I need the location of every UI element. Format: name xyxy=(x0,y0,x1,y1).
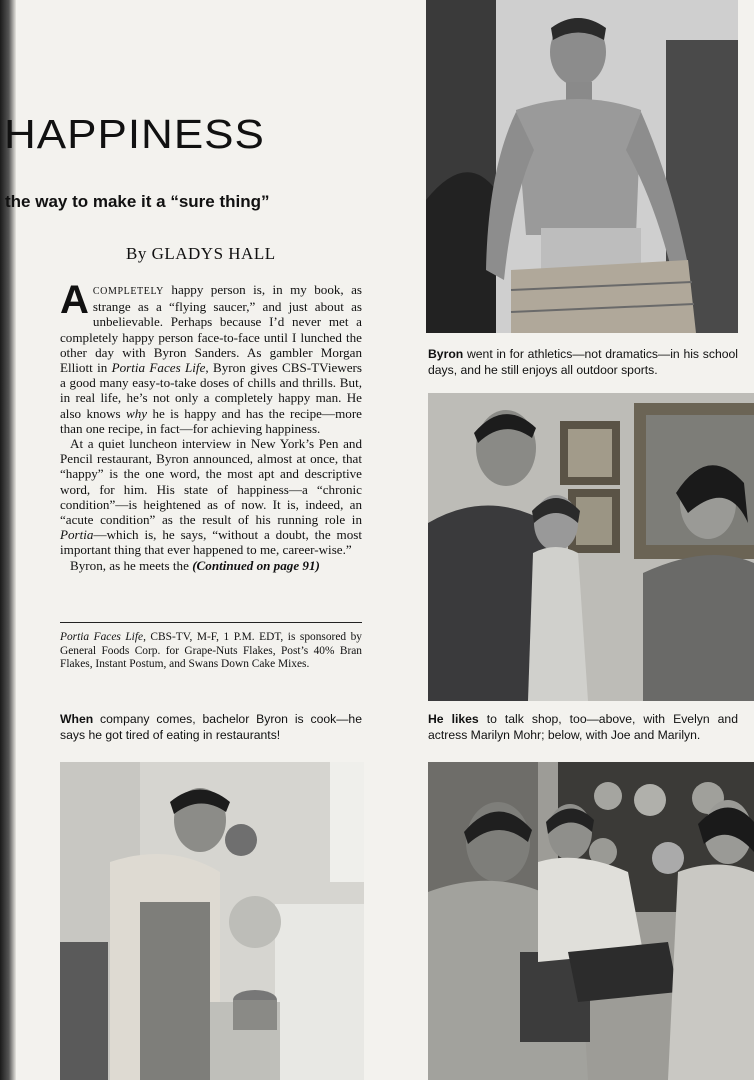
caption-talk-shop-text: to talk shop, too—above, with Evelyn and actress Marilyn Mohr; below, with Joe and Marilyn. xyxy=(428,712,738,742)
photo-talk-shop-gallery xyxy=(428,393,754,701)
paragraph-3-text: Byron, as he meets the xyxy=(70,557,193,573)
sponsor-divider xyxy=(60,622,362,623)
emphasis-why: why xyxy=(126,405,148,421)
article-paragraph-1 xyxy=(60,278,363,436)
caption-talk-shop xyxy=(428,711,738,743)
paragraph-2-end: —which is, he says, “without a doubt, the most important thing that ever happened to me, career-wise.” xyxy=(60,527,362,558)
article-paragraph-2 xyxy=(60,436,362,558)
sponsor-note xyxy=(60,631,362,672)
drop-cap: A xyxy=(60,278,89,322)
caption-athlete-text: went in for athletics—not dramatics—in his school days, and he still enjoys all outdoor sports. xyxy=(428,347,738,377)
photo-cooking xyxy=(60,762,364,1080)
sponsor-text: , CBS-TV, M-F, 1 P.M. EDT, is sponsored by General Foods Corp. for Grape-Nuts Flakes, Post’s 40% Bran Flakes, Instant Postum, and Swans Down Cake Mixes. xyxy=(60,631,362,670)
article-subhead: the way to make it a “sure thing” xyxy=(5,192,270,211)
show-title: Portia Faces Life xyxy=(111,360,206,376)
paragraph-1-text: happy person is, in my book, as strange as a “flying saucer,” and just about as unbelievable. Perhaps because I’d never met a completely happy person face-to-face until I lunched the other day with Byron Sanders. As gambler Morgan Elliott in xyxy=(60,282,362,376)
caption-athlete xyxy=(428,346,738,378)
sponsor-show-title: Portia Faces Life xyxy=(60,631,144,643)
paragraph-2-text: At a quiet luncheon interview in New York’s Pen and Pencil restaurant, Byron announced, almost at once, that “happy” is the one word, the most apt and descriptive word, for him. His state of happiness—a “chronic condition”—is heightened as of now. It is, indeed, an “acute condition” as the result of his running role in xyxy=(60,436,362,528)
photo-talk-shop-living-room xyxy=(428,762,754,1080)
paragraph-1-end: he is happy and has the recipe—more than one recipe, in fact—for achieving happiness. xyxy=(60,405,362,436)
paragraph-1-text-2: , Byron gives CBS-TViewers a good many easy-to-take doses of chills and thrills. But, in real life, he’s not only a completely happy man. He also knows xyxy=(60,360,363,421)
lead-smallcaps: COMPLETELY xyxy=(92,286,164,297)
caption-cooking-lead: When xyxy=(60,712,94,726)
caption-cooking-text: company comes, bachelor Byron is cook—he says he got tired of eating in restaurants! xyxy=(60,712,362,742)
page-binding-shadow xyxy=(0,0,16,1080)
article-body xyxy=(60,278,363,573)
article-byline: By GLADYS HALL xyxy=(126,244,276,263)
photo-athlete xyxy=(426,0,738,333)
caption-athlete-lead: Byron xyxy=(428,347,464,361)
caption-cooking xyxy=(60,711,362,743)
article-paragraph-3 xyxy=(60,558,362,573)
caption-talk-shop-lead: He likes xyxy=(428,712,479,726)
continued-link[interactable]: (Continued on page 91) xyxy=(192,557,320,573)
show-title-short: Portia xyxy=(60,527,94,543)
article-headline: HAPPINESS xyxy=(4,112,265,158)
